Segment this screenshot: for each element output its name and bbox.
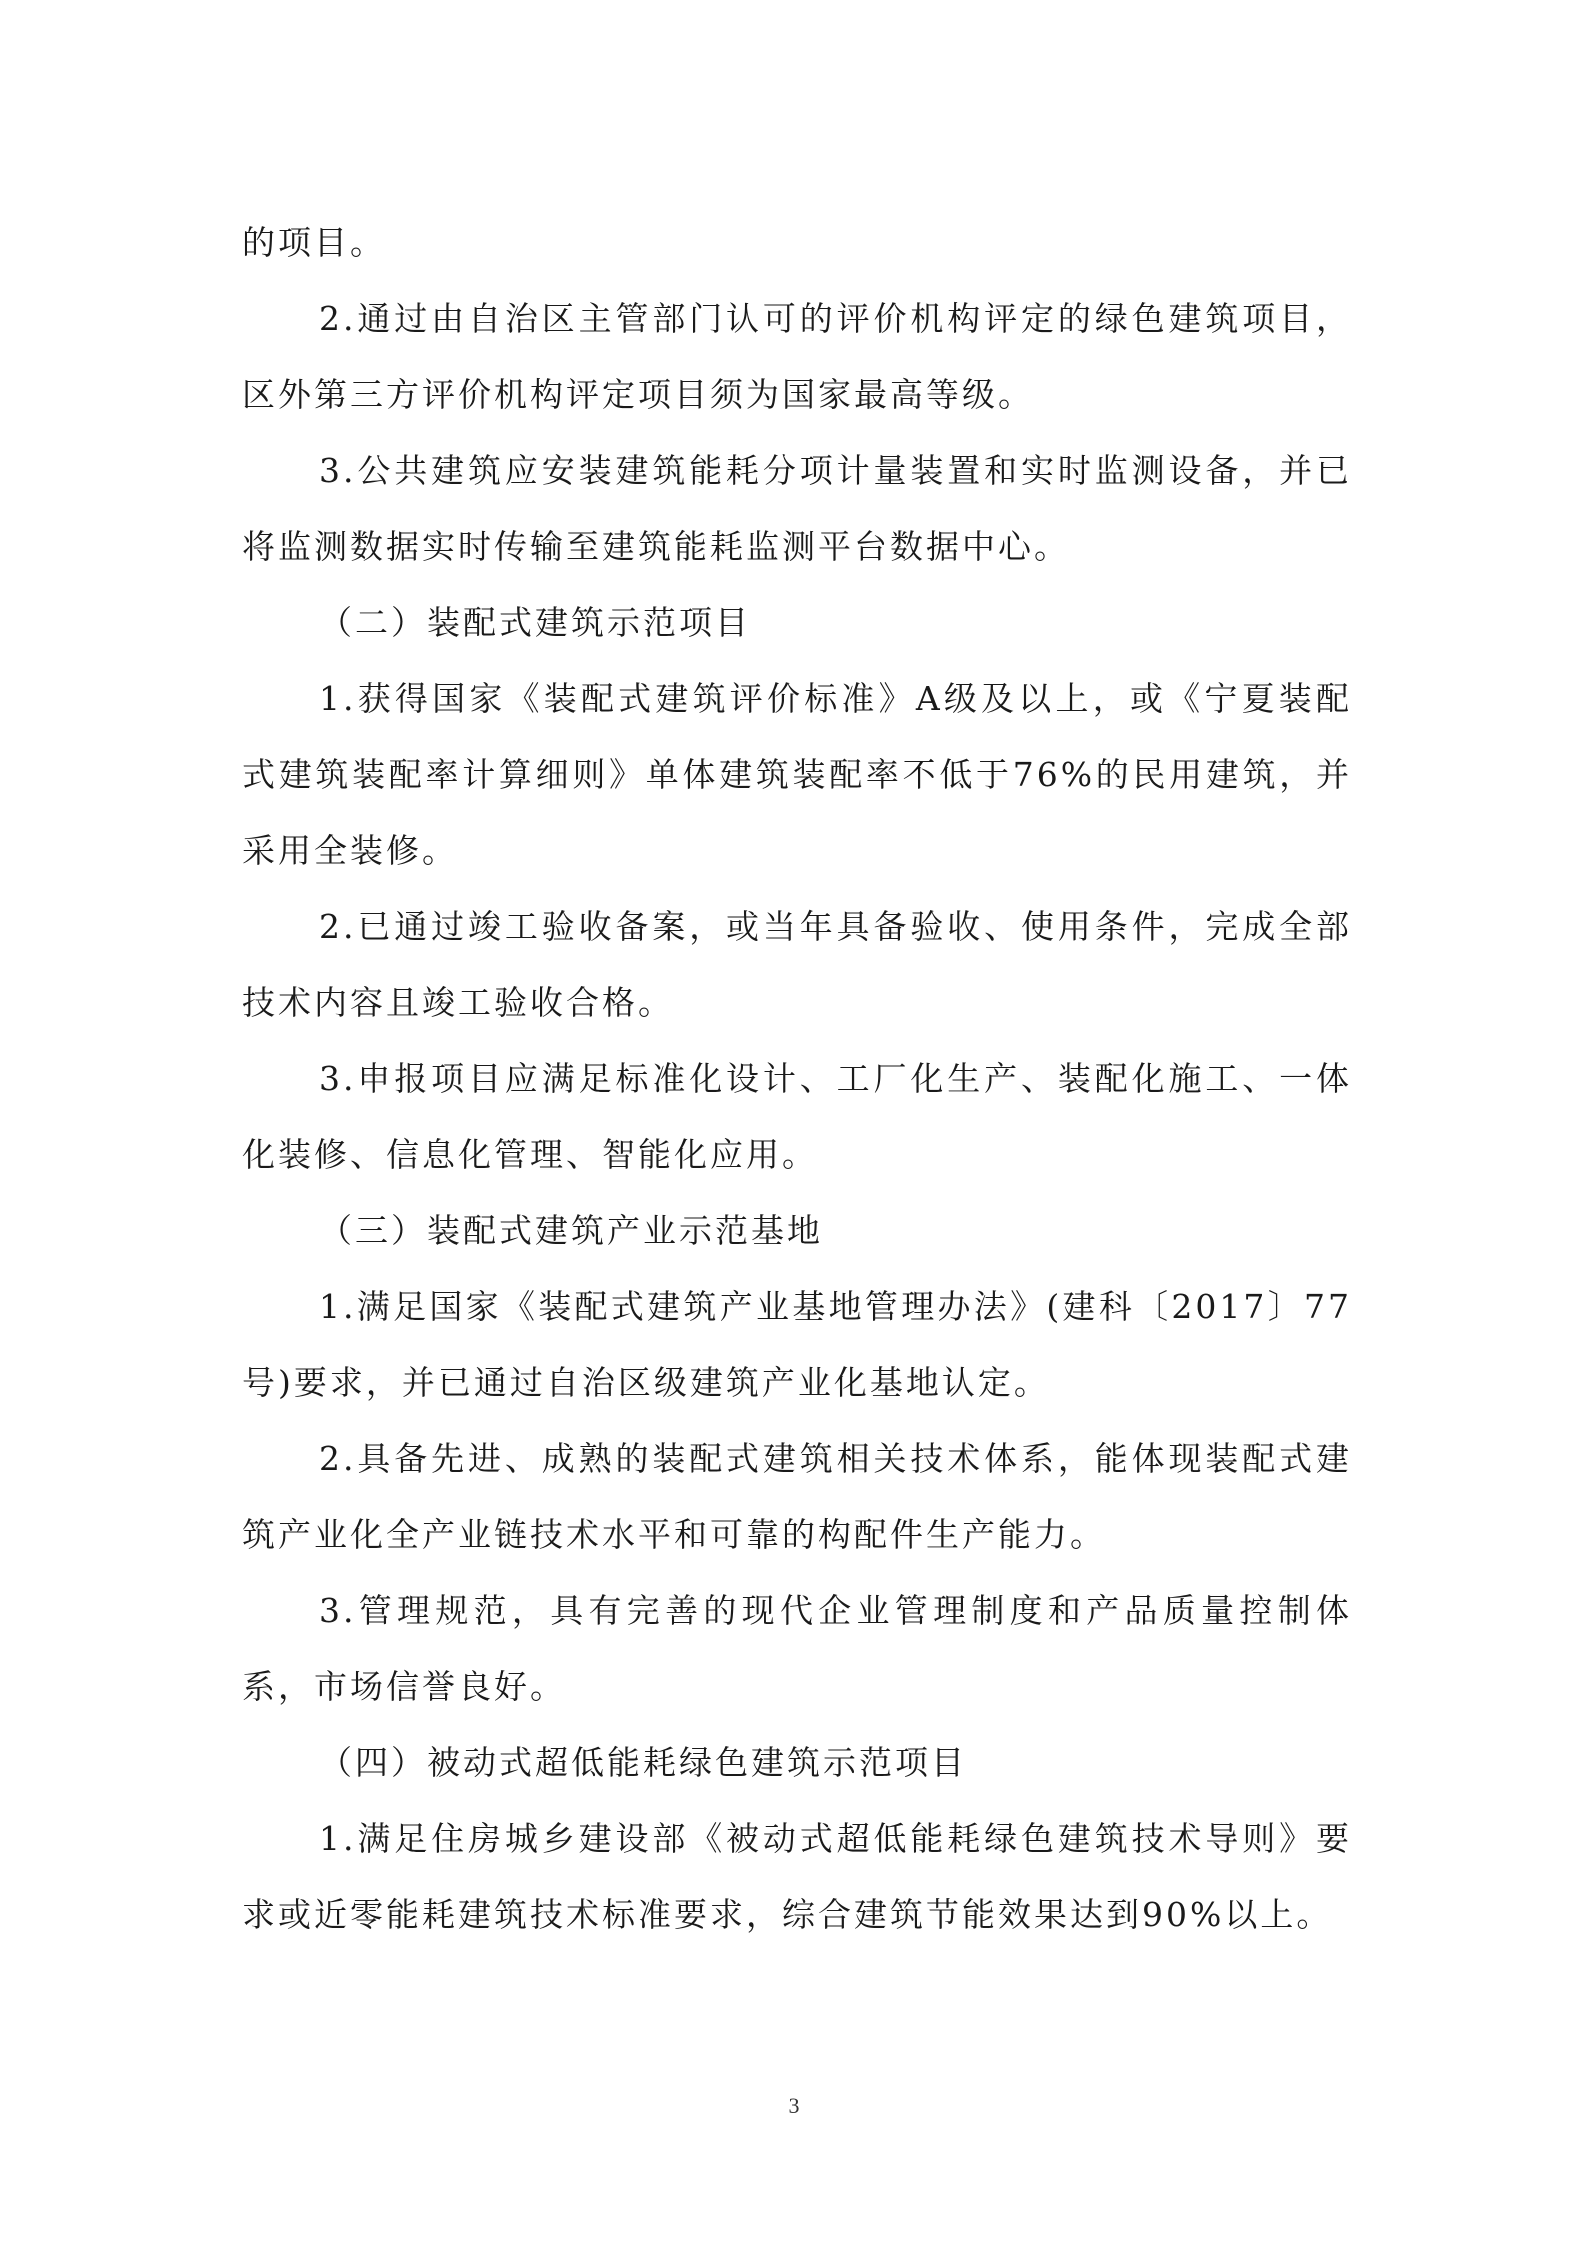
paragraph-item: 3.公共建筑应安装建筑能耗分项计量装置和实时监测设备，并已将监测数据实时传输至建筑能耗监测平台数据中心。 — [242, 451, 1352, 566]
document-body — [242, 205, 1352, 1953]
paragraph-item: 2.通过由自治区主管部门认可的评价机构评定的绿色建筑项目，区外第三方评价机构评定项目须为国家最高等级。 — [242, 299, 1352, 414]
section-heading: （四）被动式超低能耗绿色建筑示范项目 — [319, 1743, 967, 1782]
paragraph-item: 1.获得国家《装配式建筑评价标准》A级及以上，或《宁夏装配式建筑装配率计算细则》单体建筑装配率不低于76%的民用建筑，并采用全装修。 — [242, 679, 1352, 870]
paragraph-item: 3.管理规范，具有完善的现代企业管理制度和产品质量控制体系，市场信誉良好。 — [242, 1591, 1352, 1706]
paragraph-item: 1.满足住房城乡建设部《被动式超低能耗绿色建筑技术导则》要求或近零能耗建筑技术标准要求，综合建筑节能效果达到90%以上。 — [242, 1819, 1352, 1934]
section-heading: （三）装配式建筑产业示范基地 — [319, 1211, 823, 1250]
paragraph-continuation: 的项目。 — [242, 223, 386, 262]
section-heading: （二）装配式建筑示范项目 — [319, 603, 751, 642]
paragraph-item: 1.满足国家《装配式建筑产业基地管理办法》(建科〔2017〕77号)要求，并已通过自治区级建筑产业化基地认定。 — [242, 1287, 1352, 1402]
paragraph-item: 2.具备先进、成熟的装配式建筑相关技术体系，能体现装配式建筑产业化全产业链技术水平和可靠的构配件生产能力。 — [242, 1439, 1352, 1554]
paragraph-item: 3.申报项目应满足标准化设计、工厂化生产、装配化施工、一体化装修、信息化管理、智能化应用。 — [242, 1059, 1352, 1174]
page-number: 3 — [788, 2093, 800, 2118]
paragraph-item: 2.已通过竣工验收备案，或当年具备验收、使用条件，完成全部技术内容且竣工验收合格。 — [242, 907, 1352, 1022]
